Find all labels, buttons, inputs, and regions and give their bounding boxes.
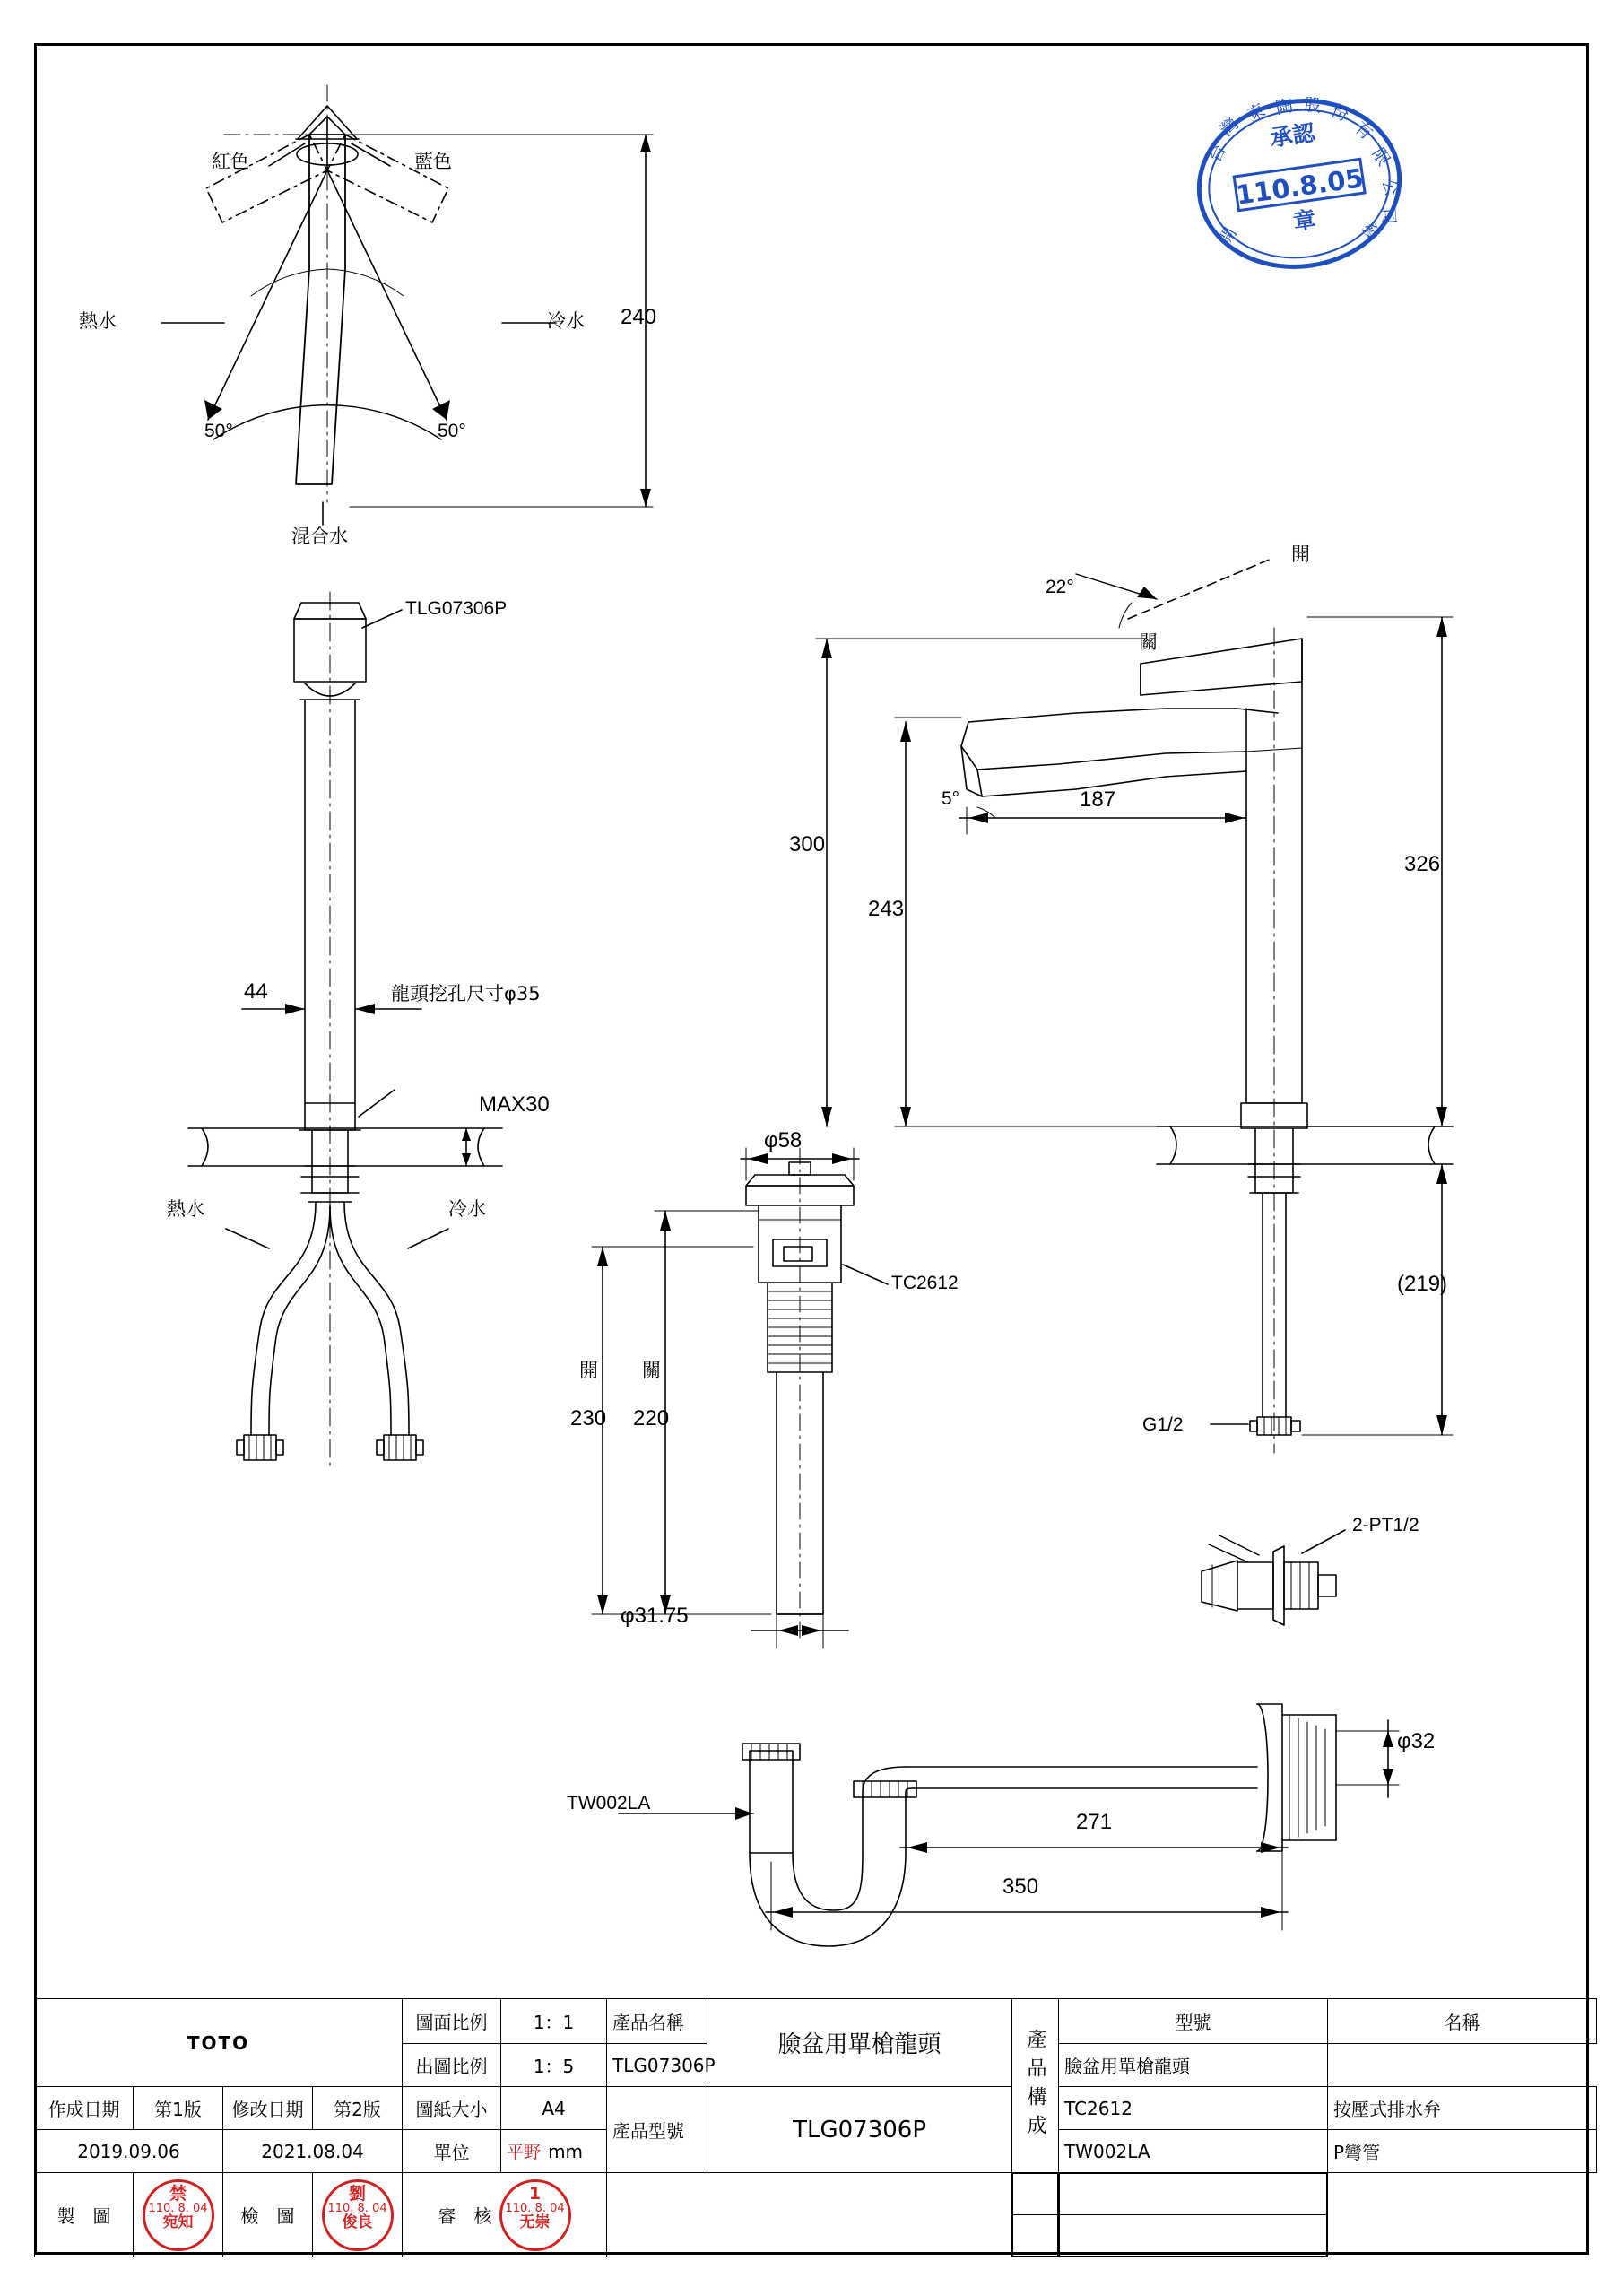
label-create-date: 作成日期: [35, 2087, 134, 2130]
angle-5: 5°: [942, 788, 960, 809]
svg-text:公: 公: [1377, 176, 1402, 199]
callout-tc2612: TC2612: [891, 1273, 959, 1293]
checked-stamp-sub: 俊良: [342, 2213, 373, 2232]
svg-text:司: 司: [1377, 206, 1399, 226]
svg-text:承認: 承認: [1268, 119, 1317, 152]
dim-max30: MAX30: [479, 1092, 550, 1117]
dim-326: 326: [1404, 852, 1441, 876]
title-block: [34, 1998, 1589, 2255]
label-modify-date: 修改日期: [223, 2087, 313, 2130]
dim-dia-32: φ32: [1397, 1729, 1436, 1753]
checked-stamp-date: 110. 8. 04: [327, 2202, 387, 2216]
note-hole-size: 龍頭挖孔尺寸φ35: [391, 983, 541, 1004]
checked-stamp-name: 劉: [349, 2183, 367, 2204]
component-name-1: 臉盆用單槍龍頭: [1059, 2044, 1328, 2087]
label-hot-top: 熱水: [79, 310, 117, 332]
callout-tlg07306p-front: TLG07306P: [405, 598, 508, 619]
component-model-5: [1013, 2215, 1058, 2257]
label-handle-open: 開: [1291, 544, 1310, 565]
label-product-model: 產品型號: [607, 2087, 707, 2173]
component-name-4: [1060, 2174, 1327, 2215]
svg-text:台: 台: [1204, 141, 1231, 166]
label-revision-1: 第1版: [134, 2087, 223, 2130]
svg-text:章: 章: [1291, 205, 1318, 236]
unit-text: mm: [548, 2140, 584, 2162]
dim-271: 271: [1076, 1810, 1113, 1834]
dim-187: 187: [1080, 787, 1116, 812]
component-model-4: [1013, 2174, 1058, 2215]
svg-text:東: 東: [1244, 100, 1269, 126]
company-logo: TOTO: [35, 1999, 403, 2087]
spacer-cell: [607, 2173, 1012, 2257]
approved-stamp-name: 1: [528, 2183, 542, 2204]
angle-right-50: 50°: [438, 421, 466, 441]
label-approved-by: 審 核: [438, 2205, 492, 2227]
stamp-checked-by: [313, 2173, 403, 2257]
label-handle-close: 關: [1139, 631, 1158, 653]
dim-219: (219): [1397, 1272, 1448, 1296]
value-paper-size: A4: [501, 2087, 607, 2130]
dim-243: 243: [868, 897, 905, 921]
approved-stamp-date: 110. 8. 04: [505, 2202, 565, 2216]
label-checked-by: 檢 圖: [223, 2173, 313, 2257]
label-revision-2: 第2版: [313, 2087, 403, 2130]
label-product-name: 產品名稱: [607, 1999, 707, 2044]
approved-stamp-sub: 无崇: [519, 2213, 551, 2232]
label-hot-front: 熱水: [167, 1198, 204, 1220]
svg-text:開: 開: [1215, 224, 1241, 249]
header-component-name: 名稱: [1328, 1999, 1597, 2044]
label-product-composition: 產品構成: [1012, 1999, 1059, 2173]
drawn-stamp-name: 禁: [169, 2183, 187, 2204]
svg-text:有: 有: [1350, 117, 1376, 144]
value-modify-date: 2021.08.04: [223, 2130, 403, 2173]
value-unit: [501, 2130, 607, 2173]
dim-44: 44: [244, 979, 268, 1004]
value-print-scale: 1：5: [501, 2044, 607, 2087]
dim-230: 230: [570, 1406, 607, 1431]
dim-350: 350: [1002, 1874, 1039, 1899]
dim-220: 220: [633, 1406, 670, 1431]
approval-stamp: [1193, 94, 1406, 274]
label-print-scale: 出圖比例: [403, 2044, 501, 2087]
label-g12: G1/2: [1142, 1414, 1184, 1435]
svg-text:發: 發: [1357, 219, 1384, 244]
stamp-approved-by: [499, 2179, 571, 2251]
value-product-name: 臉盆用單槍龍頭: [707, 1999, 1012, 2087]
svg-text:股: 股: [1303, 94, 1323, 117]
approved-by-cell: [403, 2173, 607, 2257]
svg-text:陶: 陶: [1273, 95, 1296, 119]
label-open-drain: 開: [579, 1360, 598, 1381]
component-name-5: [1060, 2215, 1327, 2257]
component-name-2: 按壓式排水弁: [1328, 2087, 1597, 2130]
callout-2-pt1-2: 2-PT1/2: [1352, 1515, 1419, 1535]
dim-240: 240: [621, 305, 657, 329]
drawn-stamp-date: 110. 8. 04: [148, 2202, 208, 2216]
svg-text:限: 限: [1367, 144, 1394, 170]
svg-text:份: 份: [1328, 100, 1352, 126]
components-extra-names: [1059, 2173, 1328, 2257]
value-drawing-scale: 1：1: [501, 1999, 607, 2044]
components-extra-rows: [1012, 2173, 1059, 2257]
callout-tw002la: TW002LA: [567, 1793, 651, 1813]
label-paper-size: 圖紙大小: [403, 2087, 501, 2130]
svg-text:110.8.05: 110.8.05: [1234, 162, 1366, 211]
component-model-1: TLG07306P: [607, 2044, 707, 2087]
angle-left-50: 50°: [204, 421, 233, 441]
angle-22: 22°: [1046, 577, 1074, 597]
label-drawn-by: 製 圖: [35, 2173, 134, 2257]
label-blue: 藍色: [414, 151, 452, 172]
label-unit: 單位: [403, 2130, 501, 2173]
stamp-drawn-by: [134, 2173, 223, 2257]
component-model-2: TC2612: [1059, 2087, 1328, 2130]
label-red: 紅色: [212, 151, 249, 172]
value-product-model: TLG07306P: [707, 2087, 1012, 2173]
label-mixed-water: 混合水: [291, 526, 348, 547]
drawn-stamp-sub: 宛知: [162, 2213, 194, 2232]
svg-text:灣: 灣: [1216, 114, 1243, 141]
dim-dia-58: φ58: [764, 1128, 803, 1152]
value-create-date: 2019.09.06: [35, 2130, 223, 2173]
dim-dia-31-75: φ31.75: [621, 1604, 689, 1628]
label-drawing-scale: 圖面比例: [403, 1999, 501, 2044]
label-cold-top: 冷水: [547, 310, 585, 332]
label-close-drain: 關: [642, 1360, 661, 1381]
dim-300: 300: [789, 832, 826, 857]
unit-red-stamp: 平野: [507, 2143, 542, 2162]
label-cold-front: 冷水: [448, 1198, 486, 1220]
component-name-3: P彎管: [1328, 2130, 1597, 2173]
component-model-3: TW002LA: [1059, 2130, 1328, 2173]
header-component-model: 型號: [1059, 1999, 1328, 2044]
